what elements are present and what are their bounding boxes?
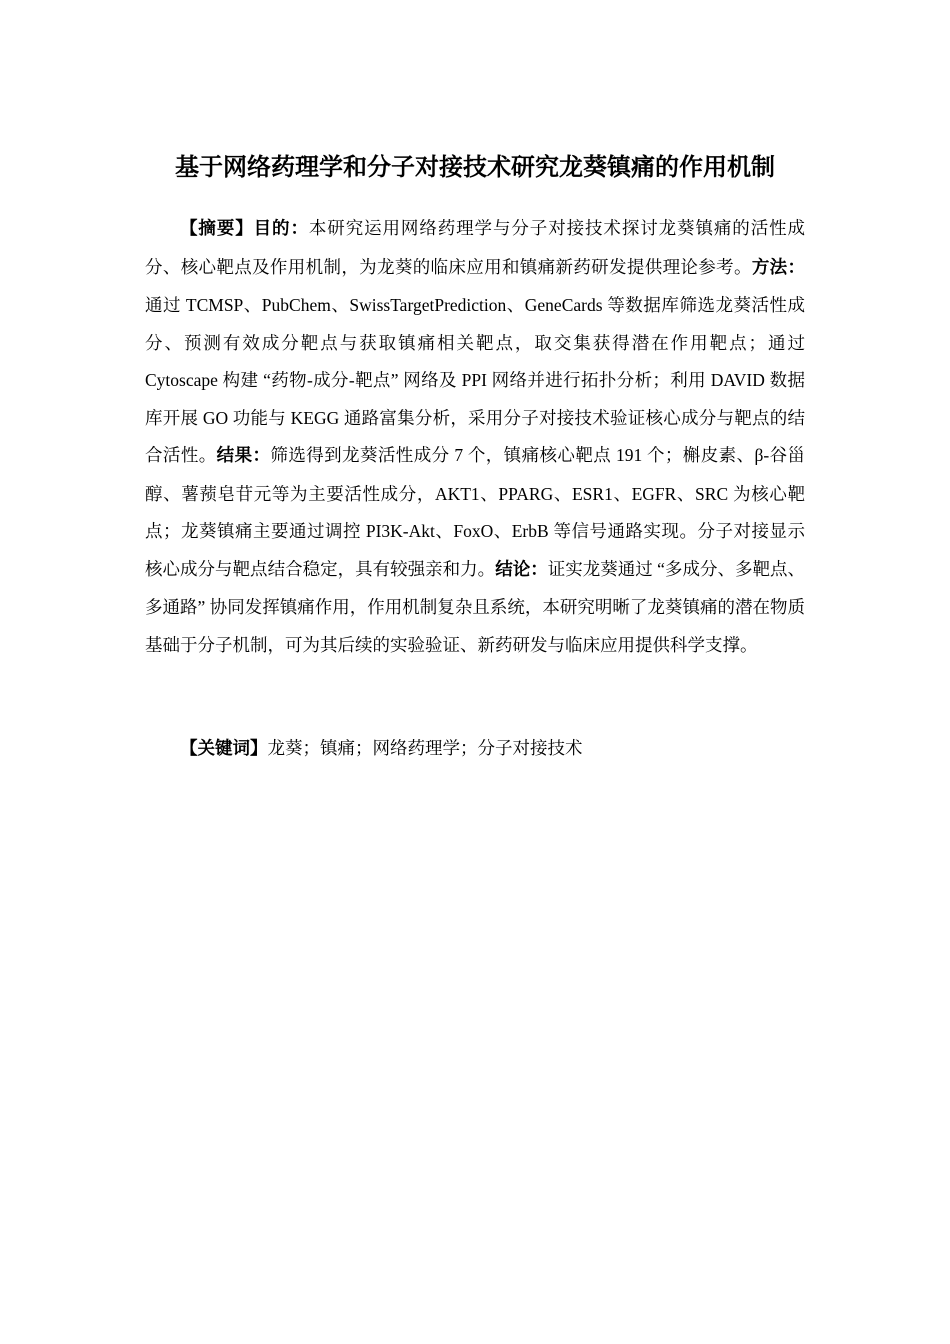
- keywords-paragraph: [145, 730, 805, 769]
- abstract-paragraph: [145, 210, 805, 664]
- purpose-label: 目的：: [253, 219, 309, 239]
- paper-title: 基于网络药理学和分子对接技术研究龙葵镇痛的作用机制: [175, 153, 775, 181]
- method-text: 通过 TCMSP、PubChem、SwissTargetPrediction、GeneCards 等数据库筛选龙葵活性成分、预测有效成分靶点与获取镇痛相关靶点，取交集获得潜在作用靶点；通过 Cytoscape 构建 “药物-成分-靶点” 网络及 PPI 网络并进行拓扑分析；利用 DAVID 数据库开展 GO 功能与 KEGG 通路富集分析，采用分子对接技术验证核心成分与靶点的结合活性。: [145, 295, 805, 465]
- purpose-text: 本研究运用网络药理学与分子对接技术探讨龙葵镇痛的活性成分、核心靶点及作用机制，为龙葵的临床应用和镇痛新药研发提供理论参考。: [145, 218, 806, 277]
- conclusion-text: 证实龙葵通过 “多成分、多靶点、多通路” 协同发挥镇痛作用，作用机制复杂且系统，本研究明晰了龙葵镇痛的潜在物质基础于分子机制，可为其后续的实验验证、新药研发与临床应用提供科学支撑。: [145, 558, 805, 655]
- method-label: 方法：: [751, 257, 806, 278]
- keywords-text: 龙葵；镇痛；网络药理学；分子对接技术: [267, 738, 583, 758]
- keywords-label: 【关键词】: [180, 739, 268, 759]
- result-text: 筛选得到龙葵活性成分 7 个，镇痛核心靶点 191 个；槲皮素、β-谷甾醇、薯蓣皂苷元等为主要活性成分，AKT1、PPARG、ESR1、EGFR、SRC 为核心靶点；龙葵镇痛主要通过调控 PI3K-Akt、FoxO、ErbB 等信号通路实现。分子对接显示核心成分与靶点结合稳定，具有较强亲和力。: [145, 445, 806, 579]
- abstract-label: 【摘要】: [180, 219, 254, 239]
- conclusion-label: 结论：: [495, 559, 548, 580]
- result-label: 结果：: [216, 446, 271, 466]
